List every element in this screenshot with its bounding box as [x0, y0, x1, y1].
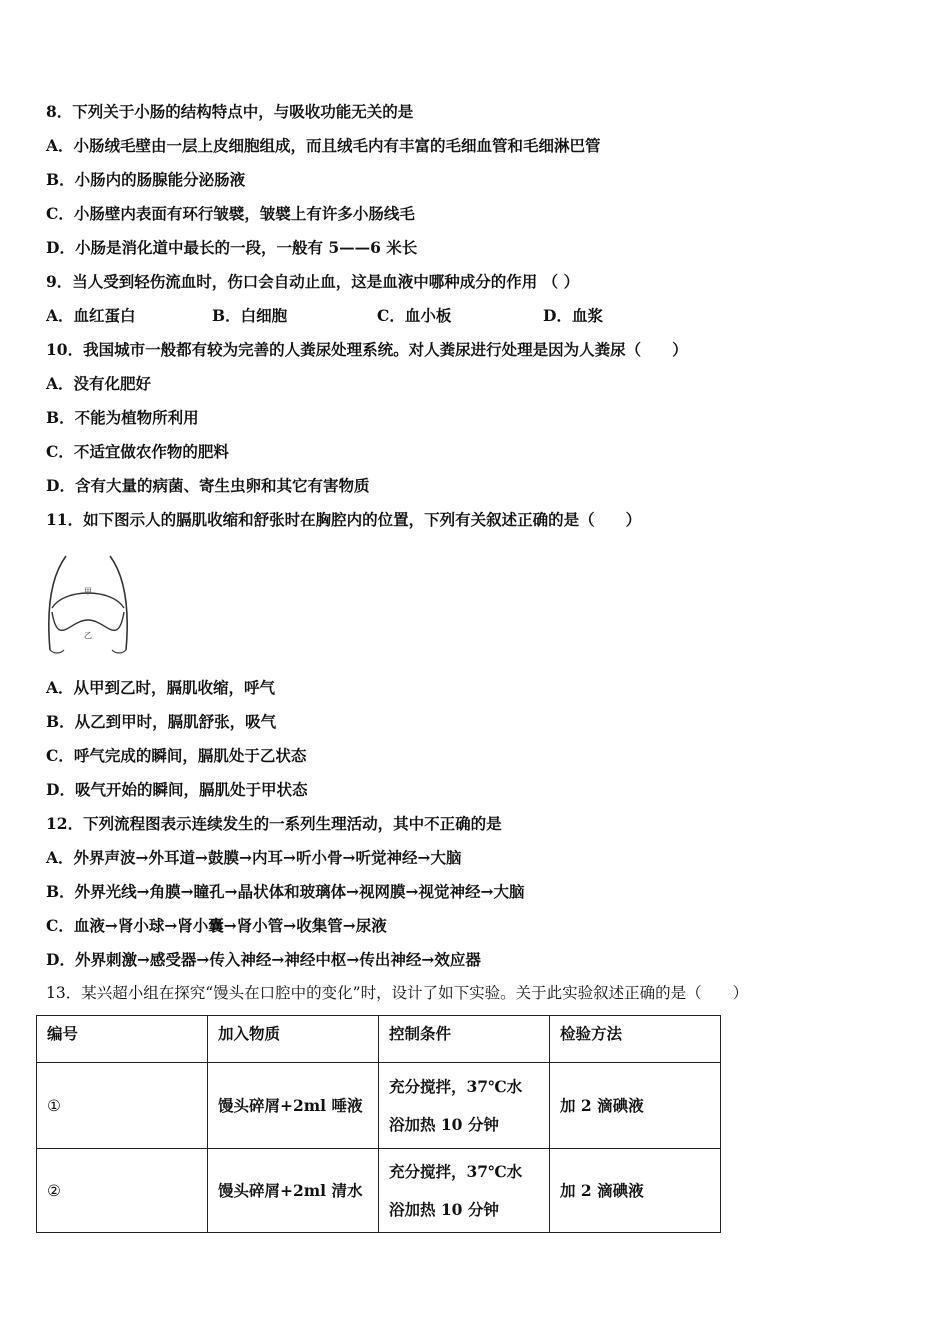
diaphragm-diagram — [44, 550, 132, 658]
q10-option-a: A．没有化肥好 — [46, 374, 152, 393]
table-row — [37, 1063, 721, 1149]
q8-option-a: A．小肠绒毛壁由一层上皮细胞组成，而且绒毛内有丰富的毛细血管和毛细淋巴管 — [46, 136, 601, 155]
q11-option-c: C．呼气完成的瞬间，膈肌处于乙状态 — [46, 746, 307, 765]
condition-line-1: 充分搅拌，37℃水 — [389, 1076, 523, 1096]
q10-option-d: D．含有大量的病菌、寄生虫卵和其它有害物质 — [46, 476, 370, 495]
header-substance: 加入物质 — [208, 1016, 379, 1063]
q8-option-d: D．小肠是消化道中最长的一段，一般有 5——6 米长 — [46, 238, 418, 257]
q8-option-c: C．小肠壁内表面有环行皱襞，皱襞上有许多小肠线毛 — [46, 204, 415, 223]
condition-line-1: 充分搅拌，37℃水 — [389, 1161, 523, 1181]
q13-stem: 13．某兴超小组在探究“馒头在口腔中的变化”时，设计了如下实验。关于此实验叙述正确的是（ ） — [46, 984, 749, 1002]
row-substance: 馒头碎屑+2ml 清水 — [208, 1149, 379, 1233]
q11-option-b: B．从乙到甲时，膈肌舒张，吸气 — [46, 712, 277, 731]
q12-stem: 12．下列流程图表示连续发生的一系列生理活动，其中不正确的是 — [46, 814, 502, 833]
row-condition — [379, 1149, 550, 1233]
q12-option-b: B．外界光线→角膜→瞳孔→晶状体和玻璃体→视网膜→视觉神经→大脑 — [46, 882, 525, 901]
header-method: 检验方法 — [550, 1016, 721, 1063]
q12-option-d: D．外界刺激→感受器→传入神经→神经中枢→传出神经→效应器 — [46, 950, 481, 969]
table-row — [37, 1149, 721, 1233]
row-method: 加 2 滴碘液 — [550, 1149, 721, 1233]
q11-option-d: D．吸气开始的瞬间，膈肌处于甲状态 — [46, 780, 308, 799]
q11-option-a: A．从甲到乙时，膈肌收缩，呼气 — [46, 678, 276, 697]
q9-option-d: D．血浆 — [543, 306, 603, 325]
q11-stem: 11．如下图示人的膈肌收缩和舒张时在胸腔内的位置，下列有关叙述正确的是（ ） — [46, 510, 642, 529]
q9-option-a: A．血红蛋白 — [46, 306, 136, 325]
q8-stem: 8．下列关于小肠的结构特点中，与吸收功能无关的是 — [46, 102, 414, 121]
q8-option-b: B．小肠内的肠腺能分泌肠液 — [46, 170, 246, 189]
q9-stem: 9．当人受到轻伤流血时，伤口会自动止血，这是血液中哪种成分的作用 （ ） — [46, 272, 580, 291]
q12-option-a: A．外界声波→外耳道→鼓膜→内耳→听小骨→听觉神经→大脑 — [46, 848, 462, 867]
q10-option-b: B．不能为植物所利用 — [46, 408, 199, 427]
row-substance: 馒头碎屑+2ml 唾液 — [208, 1063, 379, 1149]
condition-line-2: 浴加热 10 分钟 — [389, 1114, 499, 1134]
header-number: 编号 — [37, 1016, 208, 1063]
condition-line-2: 浴加热 10 分钟 — [389, 1199, 499, 1219]
diagram-label-bottom: 乙 — [84, 631, 92, 640]
q12-option-c: C．血液→肾小球→肾小囊→肾小管→收集管→尿液 — [46, 916, 387, 935]
q10-option-c: C．不适宜做农作物的肥料 — [46, 442, 229, 461]
row-method: 加 2 滴碘液 — [550, 1063, 721, 1149]
row-number: ② — [37, 1149, 208, 1233]
q9-option-b: B．白细胞 — [212, 306, 288, 325]
q9-option-c: C．血小板 — [377, 306, 452, 325]
row-number: ① — [37, 1063, 208, 1149]
row-condition — [379, 1063, 550, 1149]
diagram-label-top: 甲 — [84, 587, 92, 596]
header-condition: 控制条件 — [379, 1016, 550, 1063]
table-header-row — [37, 1016, 721, 1063]
experiment-table — [36, 1015, 721, 1233]
q10-stem: 10．我国城市一般都有较为完善的人粪尿处理系统。对人粪尿进行处理是因为人粪尿（ ） — [46, 340, 688, 359]
